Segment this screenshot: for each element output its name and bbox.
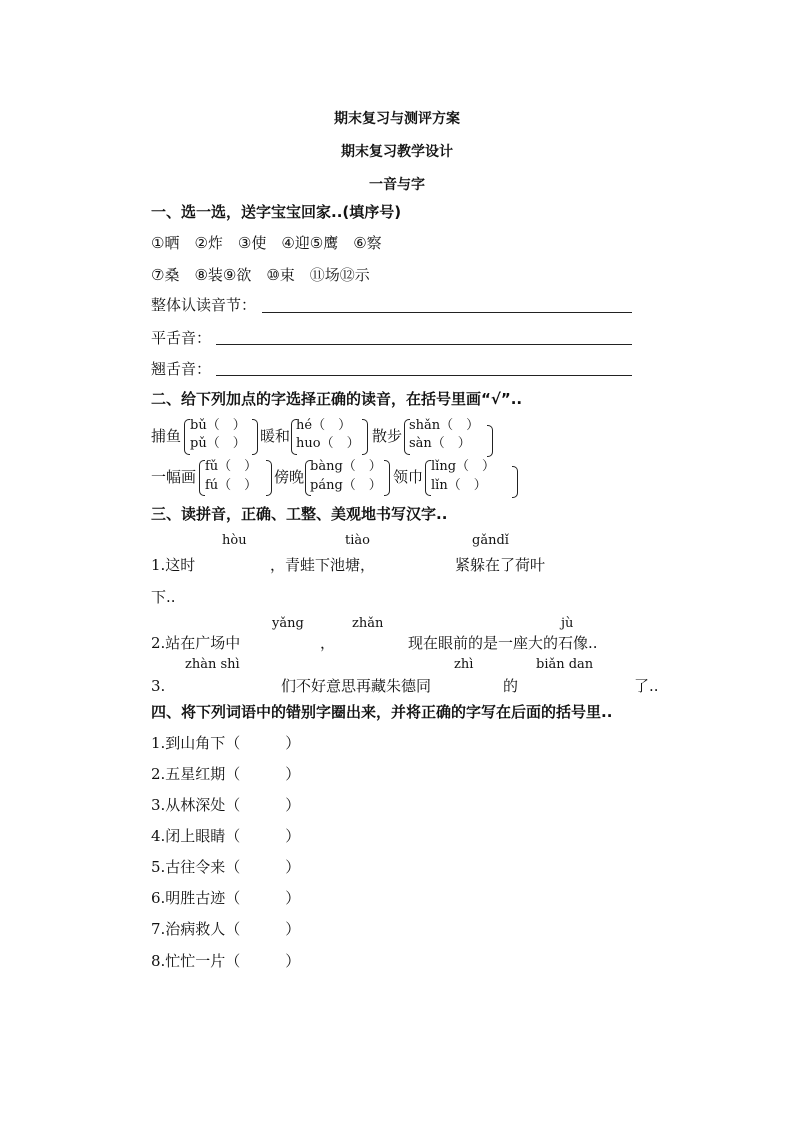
brace [252, 419, 258, 455]
option-pinyin[interactable]: pǔ（ ） [190, 436, 246, 451]
word-bangwan: 傍晚 [274, 468, 305, 486]
option-pinyin[interactable]: huo（ ） [296, 436, 360, 451]
option-pinyin[interactable]: páng（ ） [310, 478, 382, 493]
sentence1-part-d: 下.. [151, 588, 176, 606]
pinyin-hint: gǎndǐ [472, 533, 509, 548]
option-pinyin[interactable]: lǐn（ ） [431, 478, 487, 493]
brace [266, 460, 272, 496]
doc-subtitle: 期末复习教学设计 [341, 144, 453, 160]
option-pinyin[interactable]: shǎn（ ） [409, 418, 480, 433]
label-whole-syllable: 整体认读音节： [151, 296, 257, 314]
pinyin-hint: jù [561, 616, 574, 631]
answer-line-flat-tongue[interactable] [216, 344, 632, 345]
option-pinyin[interactable]: sàn（ ） [409, 436, 471, 451]
pinyin-hint: zhàn shì [185, 657, 240, 672]
correction-item[interactable]: 1.到山角下（ ） [151, 734, 301, 752]
correction-item[interactable]: 2.五星红期（ ） [151, 765, 301, 783]
sentence2-part-c: 现在眼前的是一座大的石像.. [408, 634, 598, 652]
brace [512, 466, 518, 498]
sentence2-part-b: ， [320, 634, 336, 652]
word-lingjin: 领巾 [393, 468, 424, 486]
pinyin-hint: zhǎn [352, 616, 384, 631]
sentence3-part-d: 了.. [634, 677, 659, 695]
sentence3-part-b: 们不好意思再藏朱德同 [281, 677, 432, 695]
option-pinyin[interactable]: hé（ ） [296, 418, 352, 433]
sentence1-part-c: 紧躲在了荷叶 [455, 556, 546, 574]
correction-item[interactable]: 5.古往令来（ ） [151, 858, 301, 876]
pinyin-hint: hòu [222, 533, 247, 548]
sentence2-part-a: 2.站在广场中 [151, 634, 241, 652]
sentence1-part-a: 1.这时 [151, 556, 196, 574]
brace [487, 425, 493, 457]
pinyin-hint: zhì [454, 657, 474, 672]
word-buyu: 捕鱼 [151, 427, 182, 445]
pinyin-hint: tiào [345, 533, 370, 548]
brace [362, 419, 368, 455]
correction-item[interactable]: 6.明胜古迹（ ） [151, 889, 301, 907]
section1-row1: ①晒 ②炸 ③使 ④迎⑤鹰 ⑥察 [151, 234, 382, 252]
brace [384, 460, 390, 496]
option-pinyin[interactable]: lǐng（ ） [431, 459, 496, 474]
option-pinyin[interactable]: fǔ（ ） [205, 459, 258, 474]
section1-heading: 一、选一选，送字宝宝回家..(填序号) [151, 203, 402, 221]
section2-heading: 二、给下列加点的字选择正确的读音，在括号里画“√”.. [151, 390, 523, 408]
label-flat-tongue: 平舌音： [151, 329, 212, 347]
word-sanbu: 散步 [372, 427, 403, 445]
correction-item[interactable]: 8.忙忙一片（ ） [151, 952, 301, 970]
correction-item[interactable]: 4.闭上眼睛（ ） [151, 827, 301, 845]
sentence1-part-b: ，青蛙下池塘， [270, 556, 376, 574]
section3-heading: 三、读拼音，正确、工整、美观地书写汉字.. [151, 505, 448, 523]
doc-title: 期末复习与测评方案 [334, 111, 460, 127]
option-pinyin[interactable]: bàng（ ） [310, 459, 382, 474]
pinyin-hint: yǎng [272, 616, 304, 631]
answer-line-whole-syllable[interactable] [262, 312, 632, 313]
option-pinyin[interactable]: bǔ（ ） [190, 418, 246, 433]
pinyin-hint: biǎn dan [536, 657, 594, 672]
sentence3-part-c: 的 [503, 677, 519, 695]
unit-title: 一音与字 [369, 177, 425, 193]
section4-heading: 四、将下列词语中的错别字圈出来，并将正确的字写在后面的括号里.. [151, 703, 613, 721]
word-nuanhuo: 暖和 [260, 427, 291, 445]
answer-line-retroflex[interactable] [216, 375, 632, 376]
sentence3-part-a: 3. [151, 677, 166, 695]
option-pinyin[interactable]: fú（ ） [205, 478, 258, 493]
correction-item[interactable]: 3.从林深处（ ） [151, 796, 301, 814]
word-yifuhua: 一幅画 [151, 468, 197, 486]
section1-row2: ⑦桑 ⑧装⑨欲 ⑩束 ⑪场⑫示 [151, 266, 370, 284]
label-retroflex: 翘舌音： [151, 360, 212, 378]
correction-item[interactable]: 7.治病救人（ ） [151, 920, 301, 938]
